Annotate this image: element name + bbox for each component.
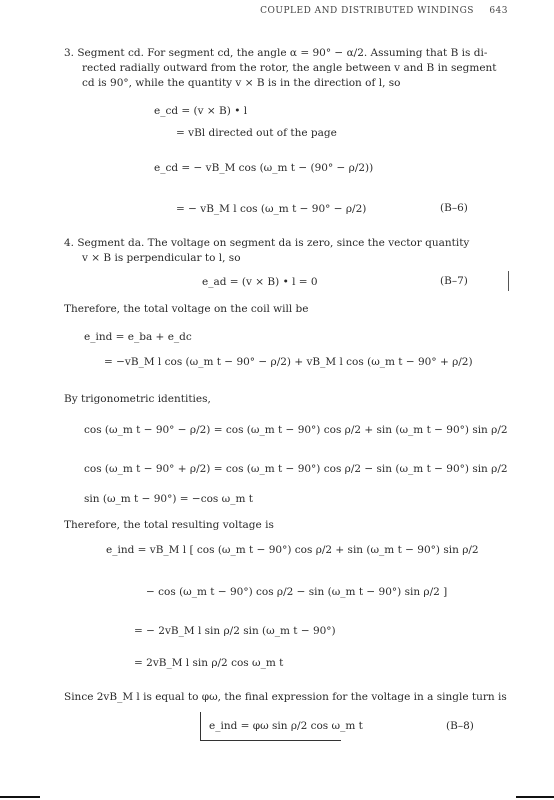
eq-number-b8: (B–8): [446, 720, 474, 732]
eq-cd-c: e_cd = − vB_M cos (ω_m t − (90° − ρ/2)): [154, 162, 374, 174]
eq-number-b7: (B–7): [440, 275, 468, 287]
trig-identity-2: cos (ω_m t − 90° + ρ/2) = cos (ω_m t − 90°) cos ρ/2 − sin (ω_m t − 90°) sin ρ/2: [84, 463, 508, 475]
eq-number-b6: (B–6): [440, 202, 468, 214]
header-title: COUPLED AND DISTRIBUTED WINDINGS: [260, 6, 474, 16]
trig-identity-1: cos (ω_m t − 90° − ρ/2) = cos (ω_m t − 90°) cos ρ/2 + sin (ω_m t − 90°) sin ρ/2: [84, 424, 508, 436]
total-voltage-intro: Therefore, the total voltage on the coil will be: [64, 303, 309, 315]
trig-intro: By trigonometric identities,: [64, 393, 211, 405]
final-equation: e_ind = φω sin ρ/2 cos ω_m t: [209, 720, 363, 732]
eq-cd-d: = − vB_M l cos (ω_m t − 90° − ρ/2): [176, 203, 367, 215]
eq-total-a: e_ind = e_ba + e_dc: [84, 331, 192, 343]
eq-cd-a: e_cd = (v × B) • l: [154, 105, 248, 117]
final-intro: Since 2vB_M l is equal to φω, the final expression for the voltage in a single turn is: [64, 691, 507, 703]
result-intro: Therefore, the total resulting voltage is: [64, 519, 274, 531]
eq-total-b: = −vB_M l cos (ω_m t − 90° − ρ/2) + vB_M l cos (ω_m t − 90° + ρ/2): [104, 356, 473, 368]
page-number: 643: [489, 6, 508, 16]
item3-line2: rected radially outward from the rotor, the angle between v and B in segment: [82, 62, 497, 74]
result-line-4: = 2vB_M l sin ρ/2 cos ω_m t: [134, 657, 284, 669]
bottom-rule-right: [516, 796, 554, 798]
result-line-1: e_ind = vB_M l [ cos (ω_m t − 90°) cos ρ/2 + sin (ω_m t − 90°) sin ρ/2: [106, 544, 479, 556]
item4-line1: 4. Segment da. The voltage on segment da is zero, since the vector quantity: [64, 237, 470, 249]
eq-cd-b: = vBl directed out of the page: [176, 127, 337, 139]
bottom-rule-left: [0, 796, 40, 798]
result-line-3: = − 2vB_M l sin ρ/2 sin (ω_m t − 90°): [134, 625, 336, 637]
item3-line1: 3. Segment cd. For segment cd, the angle α = 90° − α/2. Assuming that B is di-: [64, 47, 488, 59]
eq-ad: e_ad = (v × B) • l = 0: [202, 276, 318, 288]
margin-mark: [508, 271, 509, 291]
running-header: [260, 6, 508, 16]
result-line-2: − cos (ω_m t − 90°) cos ρ/2 − sin (ω_m t − 90°) sin ρ/2 ]: [146, 586, 448, 598]
trig-identity-3: sin (ω_m t − 90°) = −cos ω_m t: [84, 493, 253, 505]
final-equation-box: [200, 712, 363, 741]
item3-line3: cd is 90°, while the quantity v × B is in the direction of l, so: [82, 77, 401, 89]
item4-line2: v × B is perpendicular to l, so: [82, 252, 241, 264]
